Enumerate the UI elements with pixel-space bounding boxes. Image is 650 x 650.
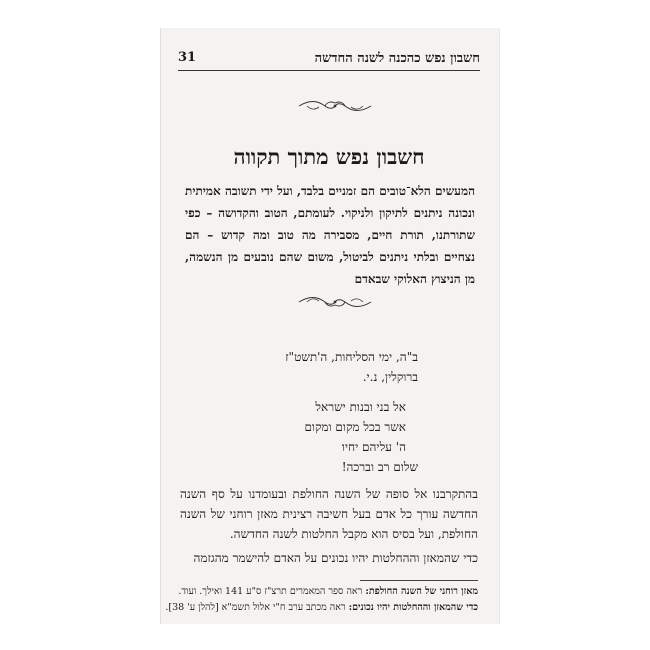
letter-date: ב"ה, ימי הסליחות, ה'תשט"ז: [285, 350, 418, 364]
footnote-text: ראה מכתב ערב ח"י אלול תשמ"א [להלן ע' 38].: [165, 602, 349, 613]
chapter-abstract: המעשים הלא־טובים הם זמניים בלבד, ועל ידי תשובה אמיתית ונכונה ניתנים לתיקון ולניקוי. לעומתם, הטוב והקדושה – כפי שתורתנו, תורת חיים, מסבירה מה טוב ומה קדוש – הם נצחיים ובלתי ניתנים לביטול, משום שהם נובעים מן הנשמה, מן הניצוץ האלוקי שבאדם: [185, 184, 475, 286]
addressee-line: ה' עליהם יחיו: [341, 440, 406, 454]
footnote: [165, 602, 478, 613]
running-title: חשבון נפש כהכנה לשנה החדשה: [314, 51, 480, 66]
footnote: [180, 586, 478, 597]
letter-paragraph: בהתקרבנו אל סופה של השנה החולפת ובעומדנו על סף השנה החדשה עורך כל אדם בעל חשיבה רצינית מאזן רוחני של השנה החולפת, ועל בסיס הוא מקבל החלטות לשנה החדשה.: [180, 487, 478, 541]
addressee-line: אל בני ובנות ישראל: [315, 400, 406, 414]
flourish-ornament-icon: [295, 294, 375, 310]
chapter-title: חשבון נפש מתוך תקווה: [233, 144, 425, 169]
letter-greeting: שלום רב וברכה!: [341, 460, 418, 474]
header-rule: [178, 70, 480, 71]
addressee-line: אשר בכל מקום ומקום: [304, 420, 406, 434]
flourish-ornament-icon: [295, 98, 375, 114]
running-header: [178, 50, 480, 70]
footnote-rule: [360, 580, 478, 581]
letter-place: ברוקלין, נ.י.: [362, 370, 418, 384]
letter-paragraph: כדי שהמאזן וההחלטות יהיו נכונים על האדם להישמר מהגזמה: [193, 551, 478, 565]
footnote-text: ראה ספר המאמרים תרצ"ז ס"ע 141 ואילך. ועוד.: [178, 586, 366, 597]
page-number: 31: [178, 50, 197, 65]
footnote-lead: כדי שהמאזן וההחלטות יהיו נכונים:: [348, 602, 478, 613]
footnote-lead: מאזן רוחני של השנה החולפת:: [365, 586, 478, 597]
